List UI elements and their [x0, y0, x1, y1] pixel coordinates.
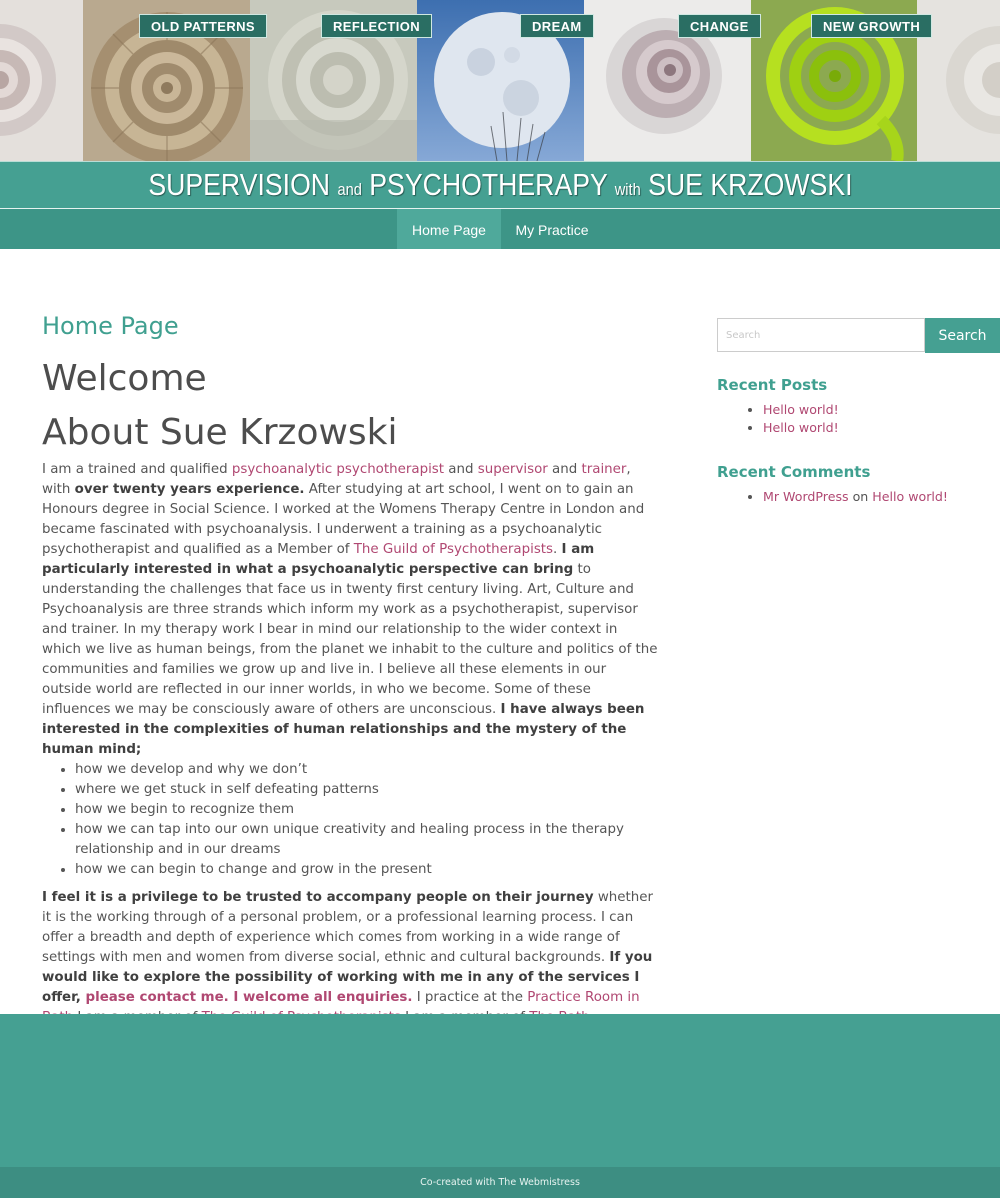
comment-on-text: on [848, 489, 873, 504]
text: and [444, 462, 478, 477]
emphasis: over twenty years experience. [74, 482, 305, 497]
footer-widget-area [0, 1014, 1000, 1167]
recent-post-link[interactable]: Hello world! [763, 402, 839, 417]
page-title: Home Page [42, 312, 179, 340]
site-title-with: with [614, 180, 641, 199]
list-item [763, 419, 839, 437]
banner-label-dream: DREAM [520, 14, 594, 38]
text: whether it is the working through of a personal problem, or a professional learning process. I can offer a breadth and depth of experience which comes from working in a wide range of settings with men and women from diverse social, ethnic and cultural backgrounds. [42, 890, 654, 965]
site-title-part: SUPERVISION [147, 167, 338, 202]
site-title-part: SUE KRZOWSKI [640, 167, 853, 202]
list-item: • how we develop and why we don’t [75, 760, 659, 780]
comment-post-link[interactable]: Hello world! [872, 489, 948, 504]
site-title-bar [0, 161, 1000, 209]
list-item [763, 401, 839, 419]
recent-posts-list [717, 401, 839, 437]
link-supervisor[interactable]: supervisor [477, 462, 548, 477]
list-item: • how we can begin to change and grow in the present [75, 860, 659, 880]
banner-label-reflection: REFLECTION [321, 14, 432, 38]
site-title-part: PSYCHOTHERAPY [361, 167, 615, 202]
emphasis: I have always been interested in the complexities of human relationships and the mystery of the human mind; [42, 702, 645, 757]
comment-author-link[interactable]: Mr WordPress [763, 489, 849, 504]
emphasis: I feel it is a privilege to be trusted to accompany people on their journey [42, 890, 594, 905]
footer-credit: Co-created with The Webmistress [420, 1177, 580, 1188]
banner-label-new-growth: NEW GROWTH [811, 14, 932, 38]
footer-bar [0, 1167, 1000, 1198]
search-button[interactable]: Search [925, 318, 1000, 353]
intro-paragraph [42, 460, 659, 760]
text: and [547, 462, 582, 477]
link-guild-of-psychotherapists[interactable]: The Guild of Psychotherapists [353, 542, 554, 557]
list-item [763, 488, 948, 506]
recent-comments-title: Recent Comments [717, 463, 871, 481]
link-trainer[interactable]: trainer [581, 462, 627, 477]
heading-welcome: Welcome [42, 358, 207, 399]
banner-shell-image-left [0, 0, 83, 161]
site-title[interactable] [148, 162, 852, 213]
recent-post-link[interactable]: Hello world! [763, 420, 839, 435]
list-item: • how we can tap into our own unique creativity and healing process in the therapy relationship and in our dreams [75, 820, 659, 860]
list-item: • how we begin to recognize them [75, 800, 659, 820]
recent-posts-title: Recent Posts [717, 376, 828, 394]
text: , with [42, 462, 631, 497]
recent-comments-list [717, 488, 948, 506]
search-input[interactable] [717, 318, 925, 352]
link-contact[interactable]: please contact me. I welcome all enquiries. [85, 990, 413, 1005]
emphasis: If you would like to explore the possibility of working with me in any of the services I offer, [42, 950, 653, 1005]
banner-label-change: CHANGE [678, 14, 761, 38]
emphasis: I am particularly interested in what a psychoanalytic perspective can bring [42, 542, 595, 577]
list-item: • where we get stuck in self defeating patterns [75, 780, 659, 800]
banner-label-old-patterns: OLD PATTERNS [139, 14, 267, 38]
link-practice-room-in-bath[interactable]: Practice Room in [527, 990, 640, 1005]
nav-item-my-practice[interactable]: My Practice [515, 222, 589, 238]
text: After studying at art school, I went on to gain an Honours degree in Social Science. I worked at the Womens Therapy Centre in London and became fascinated with psychoanalysis. I underwent a training as a psychoanalytic psychotherapist and qualified as a Member of [42, 482, 645, 557]
main-navigation [0, 209, 1000, 249]
interests-list [42, 760, 659, 880]
header-banner [0, 0, 1000, 161]
text: . [553, 542, 562, 557]
link-psychoanalytic-psychotherapist[interactable]: psychoanalytic psychotherapist [231, 462, 445, 477]
text: to understanding the challenges that face us in twenty first century living. Art, Culture and Psychoanalysis are three strands which inform my work as a psychotherapist, supervisor and trainer. In my therapy work I bear in mind our relationship to the wider context in which we live as human beings, from the planet we inhabit to the culture and politics of the communities and families we grow up and live in. I believe all these elements in our outside world are reflected in our inner worlds, in who we become. Some of these influences we may be consciously aware of others are unconscious. [42, 562, 658, 717]
site-title-and: and [337, 180, 362, 199]
text: I practice at the [412, 990, 528, 1005]
heading-about: About Sue Krzowski [42, 412, 398, 453]
nav-item-home-page[interactable]: Home Page [397, 209, 501, 249]
text: I am a trained and qualified [42, 462, 232, 477]
article-body [42, 460, 659, 1048]
